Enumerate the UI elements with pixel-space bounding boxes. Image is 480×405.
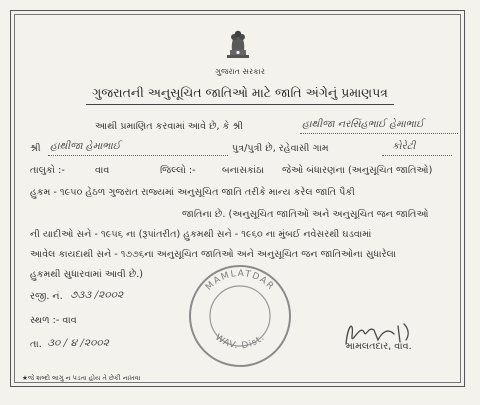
line1-blank — [300, 133, 458, 134]
line2-suffix: પુત્ર/પુત્રી છે, રહેવાસી ગામ — [232, 143, 329, 154]
line4: હુકમ - ૧૯૫૦ હેઠળ ગુજરાત રાજ્યમાં અનુસૂચિત જાતિ તરીકે માન્ય કરેલ જાતિ પૈકી — [30, 187, 355, 198]
reg-value: ૭૩૩ /૨૦૦૨ — [70, 289, 124, 301]
footnote: ★જે શબ્દો લાગુ ન પડતા હોય તે છેકી નાખવા — [22, 374, 141, 382]
line1-prefix: આથી પ્રમાણિત કરવામાં આવે છે, કે શ્રી — [95, 121, 244, 132]
place-label: સ્થળ :- વાવ — [30, 315, 77, 326]
line3-suffix: જેઓ બંધારણના (અનુસૂચિત જાતિઓ) — [282, 165, 433, 176]
svg-text:WAV. Dist. — [213, 333, 267, 352]
taluka-label: તાલુકો :- — [30, 165, 65, 176]
district-value: બનાસકાંઠા — [222, 165, 265, 176]
stamp-text-bottom: WAV. Dist. — [212, 332, 268, 352]
government-label: ગુજરાત સરકાર — [215, 67, 265, 76]
line6: ની યાદીઓ સને - ૧૯૫૬ ના (રૂપાંતરીત) હુકમથી સને - ૧૯૬૦ ના મુંબઈ નવેસરથી ઘડવામાં — [30, 229, 372, 240]
line2-handwritten-name: હાથીજા હેમાભાઈ — [50, 141, 121, 152]
reg-label: રજી. નં. — [30, 291, 63, 302]
village-handwritten: કોરેટી — [392, 141, 416, 152]
signatory-designation: મામલતદાર, વાવ. — [346, 341, 412, 352]
state-emblem-icon — [224, 26, 252, 60]
date-label: તા. — [30, 339, 42, 350]
district-label: જિલ્લો :- — [160, 165, 196, 176]
official-round-stamp — [186, 262, 294, 370]
title-underline — [86, 104, 394, 105]
line2-blank — [48, 155, 228, 156]
line1-handwritten-name: હાથીજા નરસિંહભાઈ હેમાભાઈ — [302, 119, 424, 130]
stamp-text-top: MAMLATDAR — [204, 268, 277, 293]
date-value: ૩૦ / ૪ /૨૦૦૨ — [47, 337, 109, 349]
village-blank — [382, 155, 452, 156]
taluka-value: વાવ — [95, 165, 110, 176]
line7: આવેલ કાયદાથી સને - ૧૭૭૬ના અનુસૂચિત જાતિઓ અને અનુસૂચિત જન જાતિઓના સુધારેલા — [30, 249, 397, 260]
line8: હુકમથી સુધારવામાં આવી છે.) — [30, 269, 144, 280]
line5: જાતિના છે. (અનુસૂચિત જાતિઓ અને અનુસૂચિત જન જાતિઓ — [182, 209, 429, 220]
line2-prefix: શ્રી — [30, 143, 41, 154]
certificate-title: ગુજરાતની અનુસૂચિત જાતિઓ માટે જાતિ અંગેનું પ્રમાણપત્ર — [92, 85, 388, 100]
